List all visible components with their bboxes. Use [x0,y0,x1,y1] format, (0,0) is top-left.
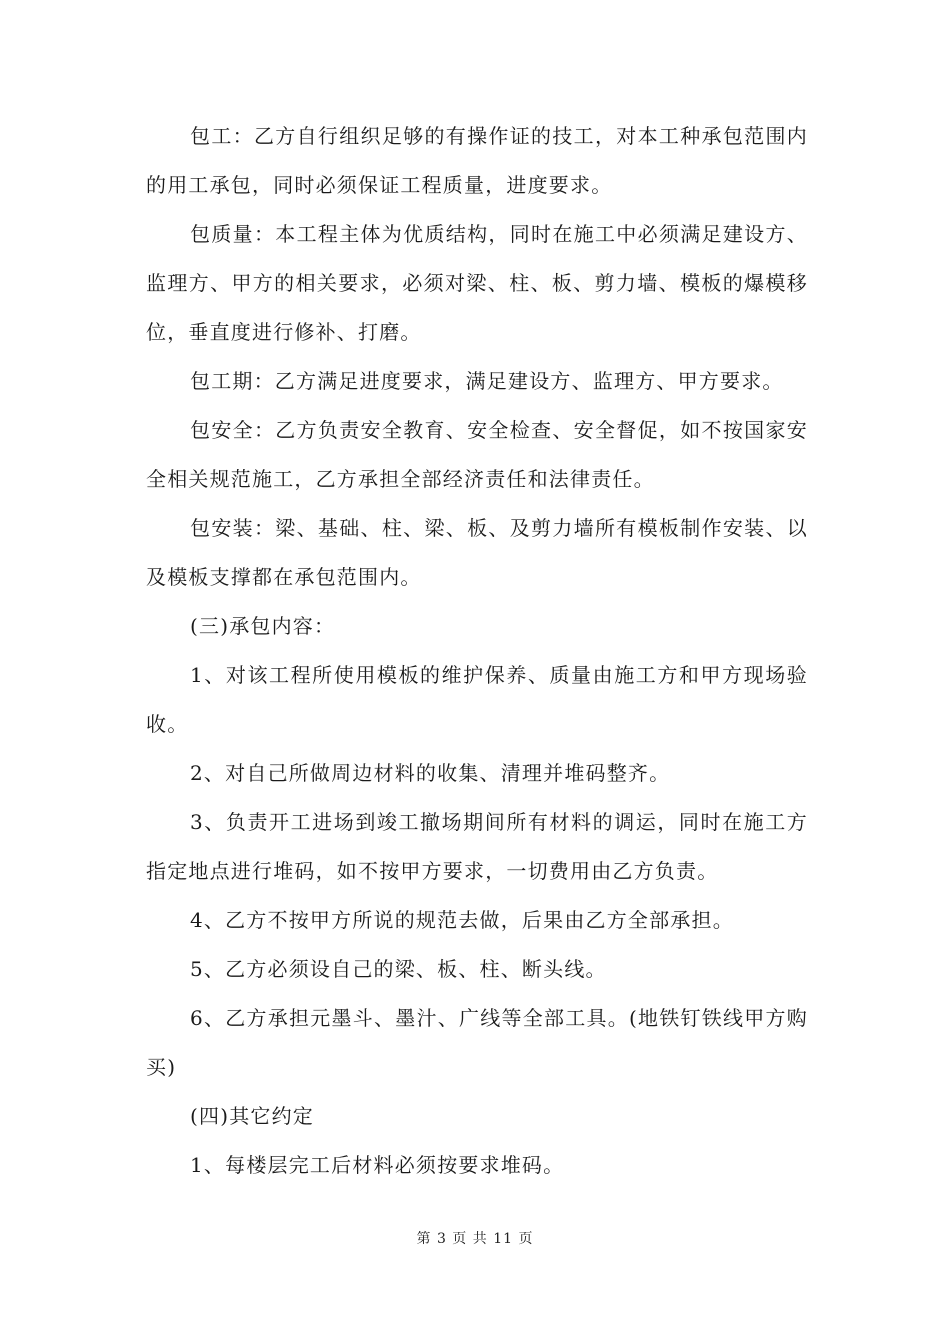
paragraph-quality-contract: 包质量：本工程主体为优质结构，同时在施工中必须满足建设方、监理方、甲方的相关要求，必须对梁、柱、板、剪力墙、模板的爆模移位，垂直度进行修补、打磨。 [146,222,808,344]
list-item-6: 6、乙方承担元墨斗、墨汁、广线等全部工具。(地铁钉铁线甲方购买) [146,1006,808,1079]
list-item-5: 5、乙方必须设自己的梁、板、柱、断头线。 [190,957,607,981]
section-heading-other-terms: (四)其它约定 [190,1104,315,1128]
section-heading-contract-content: (三)承包内容： [190,614,336,638]
other-terms-item-1: 1、每楼层完工后材料必须按要求堆码。 [190,1153,565,1177]
paragraph-labor-contract: 包工：乙方自行组织足够的有操作证的技工，对本工种承包范围内的用工承包，同时必须保证工程质量，进度要求。 [146,124,808,197]
paragraph-schedule-contract: 包工期：乙方满足进度要求，满足建设方、监理方、甲方要求。 [190,369,784,393]
paragraph-installation-contract: 包安装：梁、基础、柱、梁、板、及剪力墙所有模板制作安装、以及模板支撑都在承包范围内。 [146,516,808,589]
list-item-4: 4、乙方不按甲方所说的规范去做，后果由乙方全部承担。 [190,908,734,932]
list-item-3: 3、负责开工进场到竣工撤场期间所有材料的调运，同时在施工方指定地点进行堆码，如不按甲方要求，一切费用由乙方负责。 [146,810,808,883]
document-body [146,112,808,1190]
list-item-1: 1、对该工程所使用模板的维护保养、质量由施工方和甲方现场验收。 [146,663,808,736]
paragraph-safety-contract: 包安全：乙方负责安全教育、安全检查、安全督促，如不按国家安全相关规范施工，乙方承担全部经济责任和法律责任。 [146,418,808,491]
page-number-footer: 第 3 页 共 11 页 [416,1231,534,1247]
list-item-2: 2、对自己所做周边材料的收集、清理并堆码整齐。 [190,761,671,785]
